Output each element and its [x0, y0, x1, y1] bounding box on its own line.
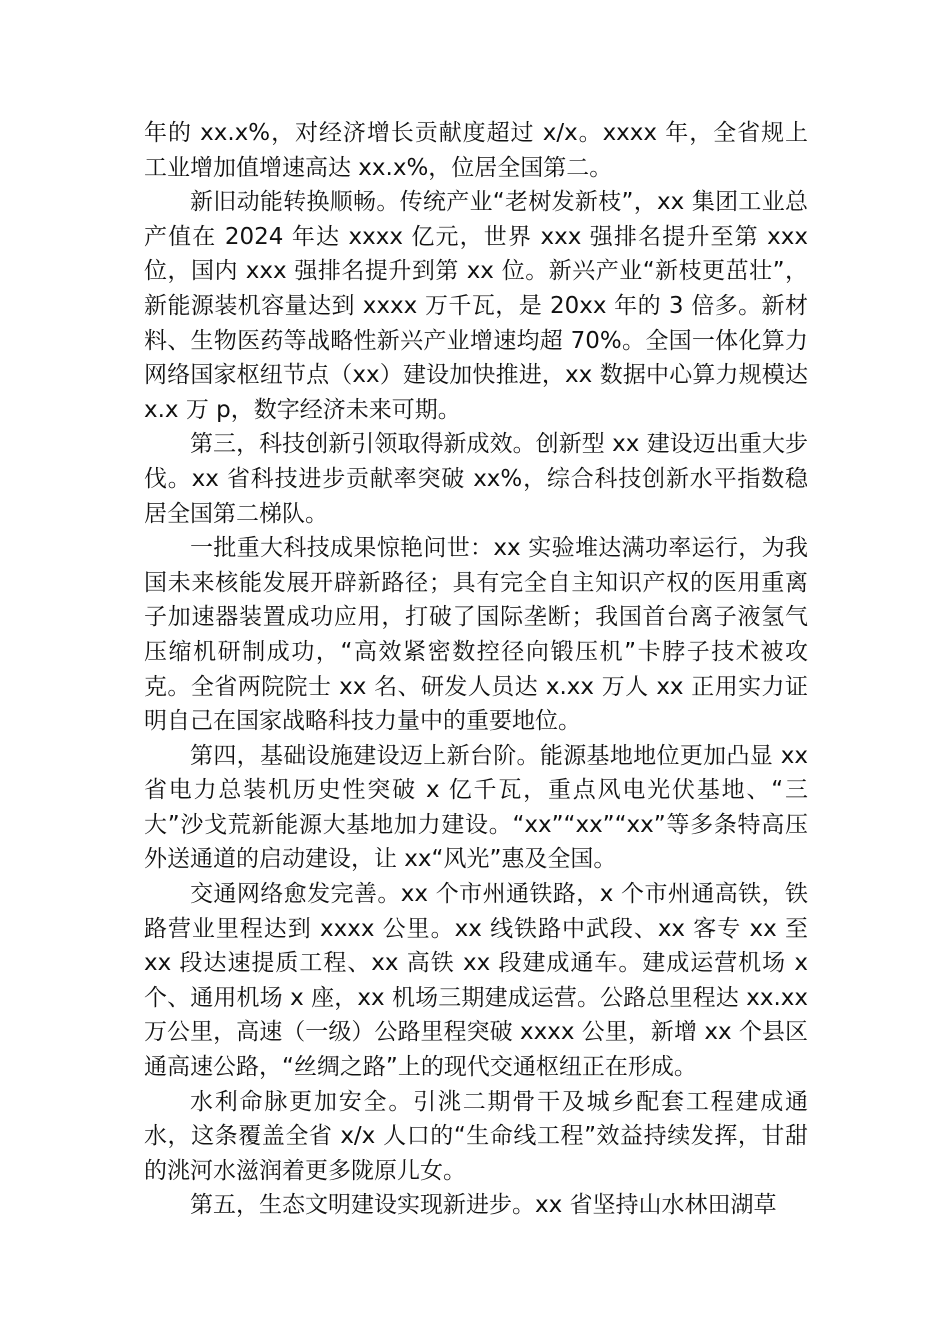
- paragraph-6: 交通网络愈发完善。xx 个市州通铁路，x 个市州通高铁，铁路营业里程达到 xxxx 公里。xx 线铁路中武段、xx 客专 xx 至 xx 段达速提质工程、xx 高铁 xx 段建成通车。建成运营机场 x 个、通用机场 x 座，xx 机场三期建成运营。公路总里程达 xx.xx 万公里，高速（一级）公路里程突破 xxxx 公里，新增 xx 个县区通高速公路，“丝绸之路”上的现代交通枢纽正在形成。: [144, 881, 808, 1081]
- paragraph-4: 一批重大科技成果惊艳问世：xx 实验堆达满功率运行，为我国未来核能发展开辟新路径；具有完全自主知识产权的医用重离子加速器装置成功应用，打破了国际垄断；我国首台离子液氢气压缩机研制成功，“高效紧密数控径向锻压机”卡脖子技术被攻克。全省两院院士 xx 名、研发人员达 x.xx 万人 xx 正用实力证明自己在国家战略科技力量中的重要地位。: [144, 535, 808, 735]
- document-body: [144, 116, 808, 1223]
- paragraph-1: 年的 xx.x%，对经济增长贡献度超过 x/x。xxxx 年，全省规上工业增加值增速高达 xx.x%，位居全国第二。: [144, 120, 808, 181]
- paragraph-3: 第三，科技创新引领取得新成效。创新型 xx 建设迈出重大步伐。xx 省科技进步贡献率突破 xx%，综合科技创新水平指数稳居全国第二梯队。: [144, 431, 808, 527]
- paragraph-5: 第四，基础设施建设迈上新台阶。能源基地地位更加凸显 xx 省电力总装机历史性突破 x 亿千瓦，重点风电光伏基地、“三大”沙戈荒新能源大基地加力建设。“xx”“xx”“xx”等多条特高压外送通道的启动建设，让 xx“风光”惠及全国。: [144, 742, 808, 873]
- paragraph-2: 新旧动能转换顺畅。传统产业“老树发新枝”，xx 集团工业总产值在 2024 年达 xxxx 亿元，世界 xxx 强排名提升至第 xxx 位，国内 xxx 强排名提升到第 xx 位。新兴产业“新枝更茁壮”，新能源装机容量达到 xxxx 万千瓦，是 20xx 年的 3 倍多。新材料、生物医药等战略性新兴产业增速均超 70%。全国一体化算力网络国家枢纽节点（xx）建设加快推进，xx 数据中心算力规模达 x.x 万 p，数字经济未来可期。: [144, 189, 808, 423]
- paragraph-8: 第五，生态文明建设实现新进步。xx 省坚持山水林田湖草: [190, 1192, 777, 1219]
- paragraph-7: 水利命脉更加安全。引洮二期骨干及城乡配套工程建成通水，这条覆盖全省 x/x 人口的“生命线工程”效益持续发挥，甘甜的洮河水滋润着更多陇原儿女。: [144, 1088, 808, 1184]
